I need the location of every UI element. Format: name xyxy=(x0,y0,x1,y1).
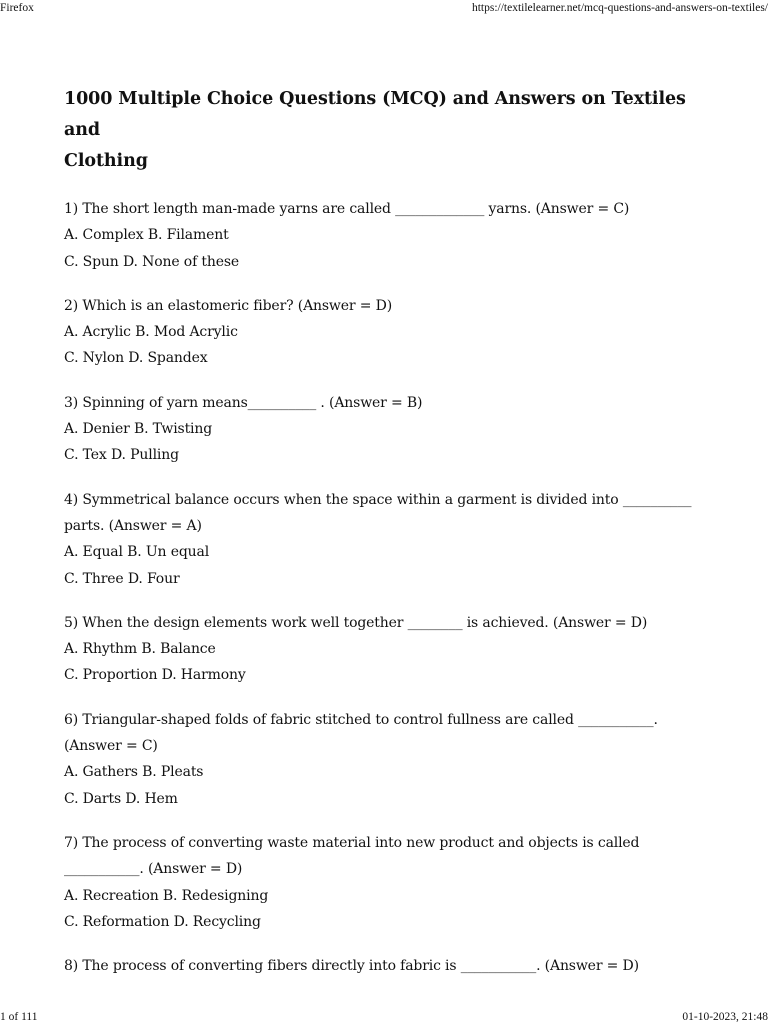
options-ab: A. Recreation B. Redesigning xyxy=(64,887,269,904)
title-line-1: 1000 Multiple Choice Questions (MCQ) and Answers on Textiles and xyxy=(64,89,686,140)
question-text: 2) Which is an elastomeric fiber? (Answer = D) xyxy=(64,297,393,314)
options-ab: A. Acrylic B. Mod Acrylic xyxy=(64,324,238,341)
page-url: https://textilelearner.net/mcq-questions-and-answers-on-textiles/ xyxy=(471,2,768,14)
page-counter: 1 of 111 xyxy=(0,1011,38,1023)
options-ab: A. Complex B. Filament xyxy=(64,227,229,244)
options-ab: A. Rhythm B. Balance xyxy=(64,641,216,658)
question-1 xyxy=(64,196,724,275)
options-ab: A. Denier B. Twisting xyxy=(64,421,213,438)
question-2 xyxy=(64,293,724,372)
options-cd: C. Nylon D. Spandex xyxy=(64,350,208,367)
question-text-continued: ___________. (Answer = D) xyxy=(64,861,243,878)
question-text: 1) The short length man-made yarns are called _____________ yarns. (Answer = C) xyxy=(64,201,630,217)
question-text: 3) Spinning of yarn means__________ . (Answer = B) xyxy=(64,394,423,411)
question-text: 5) When the design elements work well together ________ is achieved. (Answer = D) xyxy=(64,614,648,631)
question-6 xyxy=(64,707,724,812)
question-text-continued: (Answer = C) xyxy=(64,738,158,755)
browser-name: Firefox xyxy=(0,2,34,14)
question-text: 8) The process of converting fibers directly into fabric is ___________. (Answer = D) xyxy=(64,958,639,975)
page-title xyxy=(64,84,724,177)
question-8 xyxy=(64,953,724,979)
print-datetime: 01-10-2023, 21:48 xyxy=(682,1011,768,1023)
question-text: 6) Triangular-shaped folds of fabric stitched to control fullness are called ___________. xyxy=(64,711,658,728)
title-line-2: Clothing xyxy=(64,151,148,171)
question-4 xyxy=(64,487,724,592)
options-ab: A. Equal B. Un equal xyxy=(64,544,210,561)
question-text-continued: parts. (Answer = A) xyxy=(64,517,202,534)
document-body xyxy=(64,84,724,997)
question-3 xyxy=(64,390,724,469)
options-cd: C. Spun D. None of these xyxy=(64,253,240,270)
options-cd: C. Proportion D. Harmony xyxy=(64,667,246,684)
options-cd: C. Three D. Four xyxy=(64,570,180,587)
options-cd: C. Darts D. Hem xyxy=(64,790,178,807)
question-text: 7) The process of converting waste material into new product and objects is called xyxy=(64,834,640,851)
question-7 xyxy=(64,830,724,935)
options-ab: A. Gathers B. Pleats xyxy=(64,764,204,781)
question-5 xyxy=(64,610,724,689)
question-text: 4) Symmetrical balance occurs when the space within a garment is divided into __________ xyxy=(64,491,692,508)
options-cd: C. Reformation D. Recycling xyxy=(64,913,261,930)
options-cd: C. Tex D. Pulling xyxy=(64,447,179,464)
